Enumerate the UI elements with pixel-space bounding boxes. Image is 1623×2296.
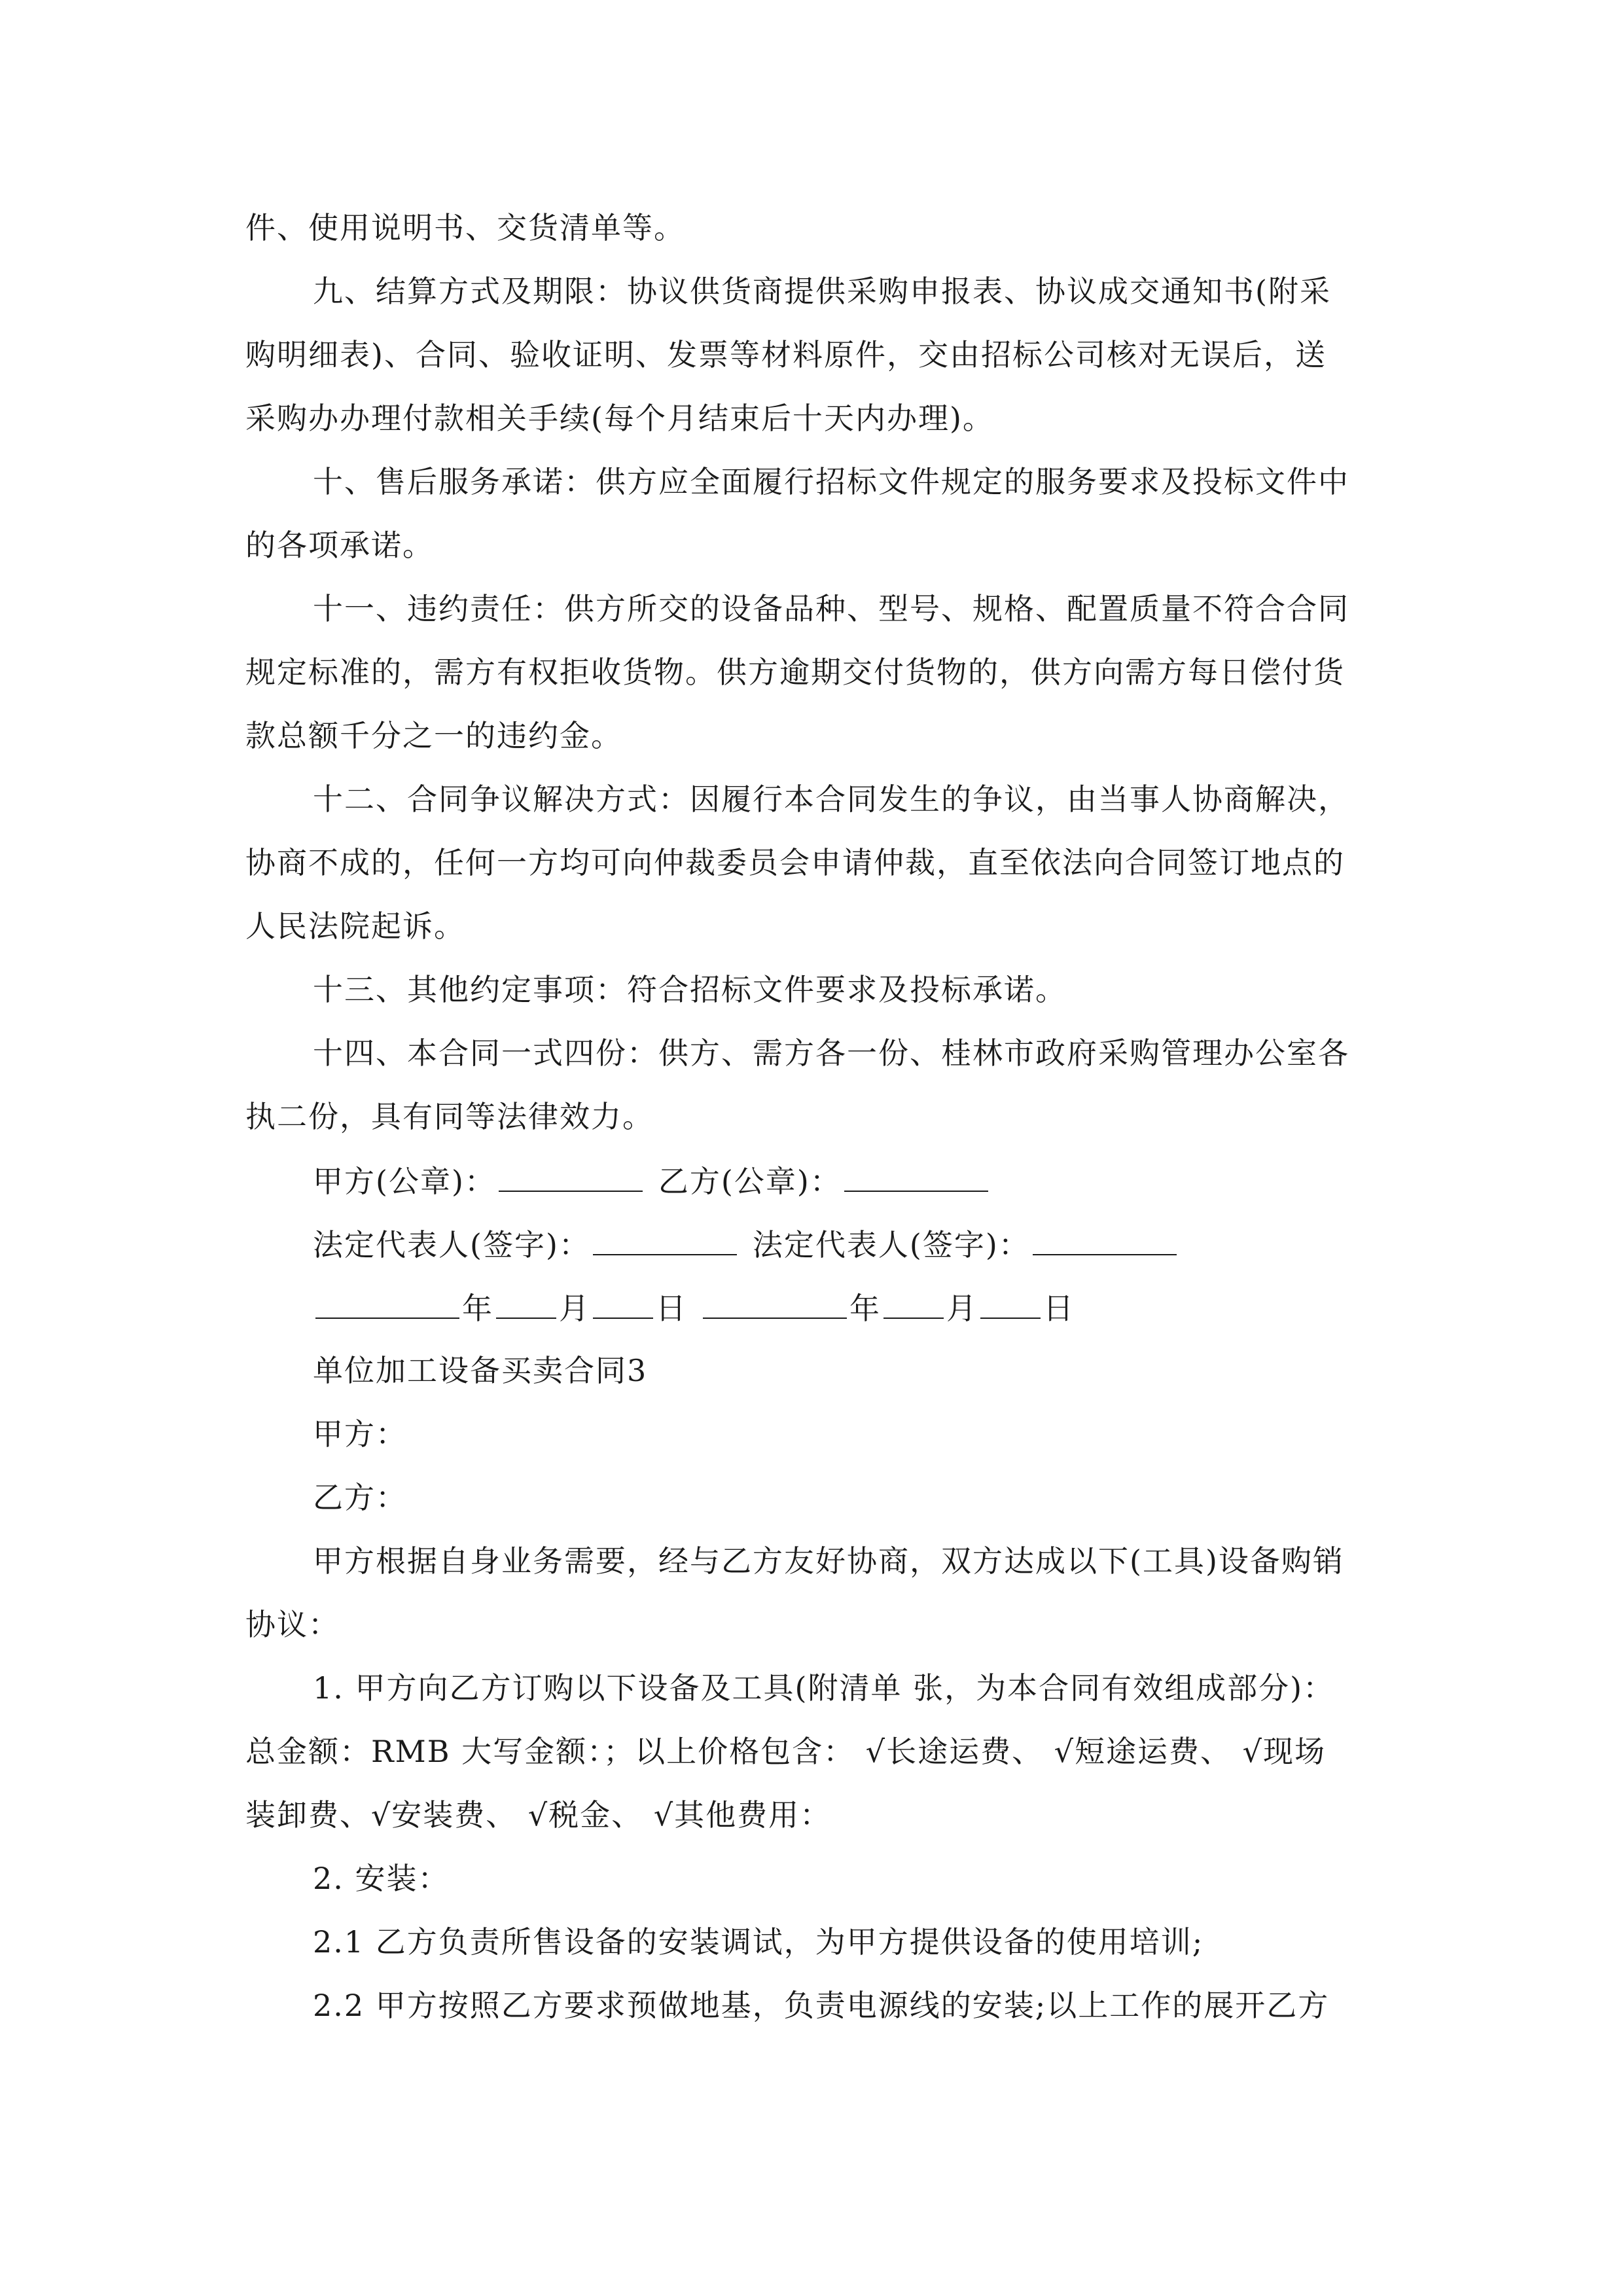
representative-line — [313, 1224, 1179, 1265]
month-a-blank — [496, 1287, 556, 1319]
paragraph-line: 2.1 乙方负责所售设备的安装调试，为甲方提供设备的使用培训; — [313, 1924, 1204, 1960]
day-a-blank — [593, 1287, 653, 1319]
date-line — [313, 1287, 1075, 1328]
paragraph-line: 甲方根据自身业务需要，经与乙方友好协商，双方达成以下(工具)设备购销 — [313, 1543, 1344, 1579]
paragraph-line: 总金额：RMB 大写金额：；以上价格包含： √长途运费、 √短途运费、 √现场 — [245, 1734, 1326, 1769]
paragraph-line: 款总额千分之一的违约金。 — [245, 718, 622, 753]
seal-line — [313, 1160, 991, 1201]
paragraph-line: 十一、违约责任：供方所交的设备品种、型号、规格、配置质量不符合合同 — [313, 591, 1349, 626]
paragraph-line: 2.2 甲方按照乙方要求预做地基，负责电源线的安装;以上工作的展开乙方 — [313, 1988, 1330, 2023]
day-b-label: 日 — [1043, 1291, 1075, 1326]
year-a-label: 年 — [462, 1291, 493, 1326]
paragraph-line: 装卸费、√安装费、 √税金、 √其他费用： — [245, 1797, 832, 1833]
section-heading: 2. 安装： — [313, 1861, 450, 1896]
rep-a-blank — [593, 1224, 737, 1255]
paragraph-line: 十二、合同争议解决方式：因履行本合同发生的争议，由当事人协商解决， — [313, 781, 1349, 817]
year-a-blank — [315, 1287, 459, 1319]
party-b-seal-blank — [844, 1160, 988, 1192]
paragraph-line: 人民法院起诉。 — [245, 908, 465, 944]
month-b-blank — [883, 1287, 944, 1319]
paragraph-line: 十三、其他约定事项：符合招标文件要求及投标承诺。 — [313, 972, 1067, 1007]
year-b-blank — [703, 1287, 847, 1319]
paragraph-line: 执二份，具有同等法律效力。 — [245, 1099, 654, 1134]
party-a-seal-blank — [499, 1160, 643, 1192]
paragraph-line: 采购办办理付款相关手续(每个月结束后十天内办理)。 — [245, 401, 994, 436]
paragraph-line: 十四、本合同一式四份：供方、需方各一份、桂林市政府采购管理办公室各 — [313, 1035, 1349, 1071]
month-a-label: 月 — [559, 1291, 590, 1326]
day-b-blank — [980, 1287, 1041, 1319]
paragraph-line: 件、使用说明书、交货清单等。 — [245, 210, 685, 245]
paragraph-line: 规定标准的，需方有权拒收货物。供方逾期交付货物的，供方向需方每日偿付货 — [245, 655, 1345, 690]
day-a-label: 日 — [656, 1291, 687, 1326]
paragraph-line: 的各项承诺。 — [245, 528, 434, 563]
rep-b-blank — [1033, 1224, 1177, 1255]
paragraph-line: 协商不成的，任何一方均可向仲裁委员会申请仲裁，直至依法向合同签订地点的 — [245, 845, 1345, 880]
paragraph-line: 十、售后服务承诺：供方应全面履行招标文件规定的服务要求及投标文件中 — [313, 464, 1349, 499]
paragraph-line: 1. 甲方向乙方订购以下设备及工具(附清单 张，为本合同有效组成部分)： — [313, 1670, 1335, 1706]
paragraph-line: 购明细表)、合同、验收证明、发票等材料原件，交由招标公司核对无误后，送 — [245, 337, 1327, 372]
party-b-seal-label: 乙方(公章)： — [658, 1164, 842, 1199]
rep-b-label: 法定代表人(签字)： — [752, 1227, 1030, 1263]
year-b-label: 年 — [849, 1291, 881, 1326]
contract-title: 单位加工设备买卖合同3 — [313, 1353, 648, 1388]
party-a-seal-label: 甲方(公章)： — [313, 1164, 496, 1199]
paragraph-line: 协议： — [245, 1607, 340, 1642]
rep-a-label: 法定代表人(签字)： — [313, 1227, 590, 1263]
party-a-line: 甲方： — [313, 1416, 407, 1452]
month-b-label: 月 — [946, 1291, 978, 1326]
paragraph-line: 九、结算方式及期限：协议供货商提供采购申报表、协议成交通知书(附采 — [313, 274, 1331, 309]
party-b-line: 乙方： — [313, 1480, 407, 1515]
